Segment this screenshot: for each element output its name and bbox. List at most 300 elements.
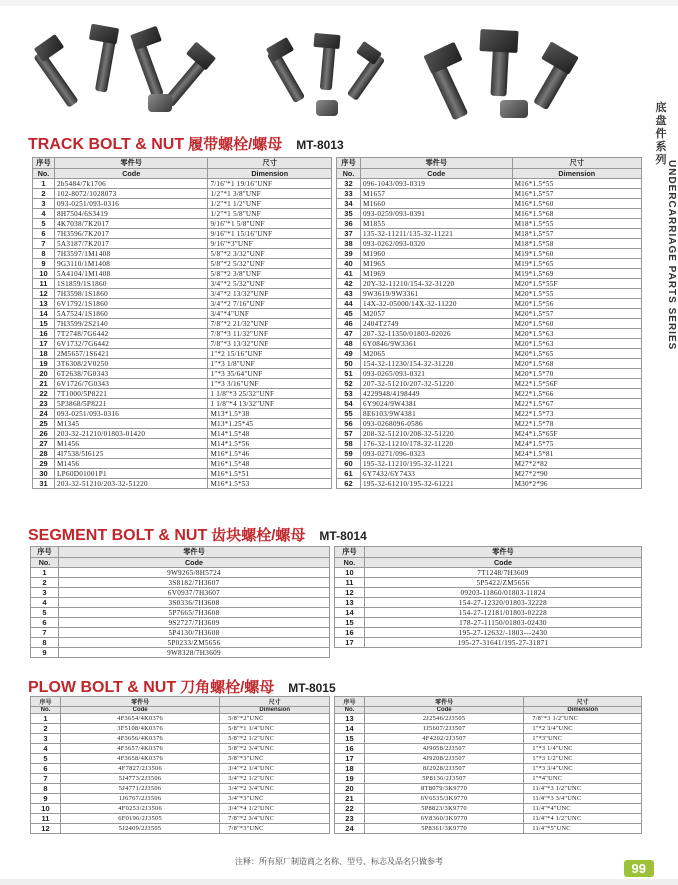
table-row [335,734,642,744]
part-code: 3T6308/2V0250 [54,359,207,369]
table-row [33,399,332,409]
row-number: 19 [335,774,365,784]
table-row [337,429,642,439]
part-code: 5P5422/ZM5656 [364,578,641,588]
part-header-en: Code [58,558,329,568]
dimension: 1"*3 1/4"UNC [524,744,642,754]
row-number: 39 [337,249,361,259]
part-code: 2404T2749 [360,319,512,329]
row-number: 13 [335,598,365,608]
part-code: 207-32-11350/01803-02026 [360,329,512,339]
row-number: 8 [31,784,61,794]
part-code: M1660 [360,199,512,209]
row-number: 34 [337,199,361,209]
dimension: 5/8"*1 1/4"UNC [220,724,330,734]
part-code: LP60D01001P1 [54,469,207,479]
part-code: M1960 [360,249,512,259]
part-code: 154-32-11230/154-32-31220 [360,359,512,369]
dimension: 7/8"*2 3/4"UNC [220,814,330,824]
table-row [337,269,642,279]
row-number: 6 [33,229,55,239]
dimension: M20*1.5*70 [512,369,641,379]
table-row [337,189,642,199]
seq-header-en: No. [31,558,59,568]
dimension: M20*1.5*57 [512,309,641,319]
part-code: 4F3658/4K0376 [60,754,219,764]
row-number: 4 [31,598,59,608]
part-header-cn: 零件号 [54,158,207,169]
part-code: 5P8823/3K9770 [364,804,523,814]
dimension: 1"*3"UNC [524,734,642,744]
row-number: 8 [33,249,55,259]
part-code: 1J6767/2J3506 [60,794,219,804]
row-number: 10 [335,568,365,578]
row-number: 22 [335,804,365,814]
table-row [337,299,642,309]
table-row [33,449,332,459]
part-code: 7T1248/7H3609 [364,568,641,578]
dimension: 3/4"*2 1/2"UNC [220,774,330,784]
row-number: 54 [337,399,361,409]
dimension: M18*1.5*57 [512,229,641,239]
dimension: 3/4"*2 3/4"UNC [220,784,330,794]
table-row [33,259,332,269]
part-code: 3S0336/7H3608 [58,598,329,608]
dimension: M16*1.5*68 [512,209,641,219]
row-number: 8 [31,638,59,648]
row-number: 2 [31,578,59,588]
row-number: 35 [337,209,361,219]
row-number: 13 [33,299,55,309]
row-number: 14 [335,608,365,618]
row-number: 44 [337,299,361,309]
row-number: 33 [337,189,361,199]
row-number: 10 [33,269,55,279]
row-number: 11 [335,578,365,588]
row-number: 3 [31,734,61,744]
row-number: 59 [337,449,361,459]
table-row [335,618,642,628]
dimension: M16*1.5*57 [512,189,641,199]
part-code: 6Y0846/9W3361 [360,339,512,349]
table-row [33,269,332,279]
dimension: 5/8"*2 5/32"UNF [208,259,332,269]
dimension: 7/8"*2 21/32"UNF [208,319,332,329]
dimension: M20*1.5*55F [512,279,641,289]
table-row [337,209,642,219]
part-code: 195-32-11210/195-32-11221 [360,459,512,469]
part-code: M2065 [360,349,512,359]
dimension: M19*1.5*69 [512,269,641,279]
table-row [31,724,330,734]
row-number: 38 [337,239,361,249]
table-row [33,309,332,319]
table-row [31,714,330,724]
part-code: 7H3598/1S1860 [54,289,207,299]
part-header-en: Code [364,707,523,714]
part-code: 5J4773/2J3506 [60,774,219,784]
table-row [337,199,642,209]
table-row [335,814,642,824]
part-header-cn: 零件号 [58,547,329,558]
row-number: 27 [33,439,55,449]
table-row [33,459,332,469]
row-number: 14 [33,309,55,319]
part-code: M1345 [54,419,207,429]
row-number: 9 [31,648,59,658]
table-row [33,359,332,369]
part-code: 6V1792/1S1860 [54,299,207,309]
part-code: 4F3656/4K0376 [60,734,219,744]
row-number: 15 [33,319,55,329]
part-code: 3S8182/7H3607 [58,578,329,588]
table-row [31,618,330,628]
row-number: 15 [335,618,365,628]
part-code: 4K7038/7K2017 [54,219,207,229]
part-code: M1657 [360,189,512,199]
table-row [335,628,642,638]
part-code: 4I7538/5I6125 [54,449,207,459]
part-code: 5A3187/7K2017 [54,239,207,249]
dim-header-en: Dimension [208,169,332,179]
dimension: M16*1.5*48 [208,459,332,469]
dimension: 11/4"*3 1/2"UNC [524,784,642,794]
table-row [33,479,332,489]
dimension: 7/16"*1 19/16"UNF [208,179,332,189]
table-row [335,608,642,618]
part-code: 2M5657/1S6421 [54,349,207,359]
row-number: 4 [33,209,55,219]
part-header-en: Code [60,707,219,714]
part-code: 093-0268096-0586 [360,419,512,429]
segment-section-title [28,524,367,545]
table-row [337,479,642,489]
table-row [337,439,642,449]
track-title-cn: 履带螺栓/螺母 [188,136,283,153]
page-number: 99 [624,860,654,877]
dimension: M16*1.5*46 [208,449,332,459]
part-code: 09203-11860/01803-11824 [364,588,641,598]
table-row [337,389,642,399]
table-row [337,249,642,259]
row-number: 5 [31,608,59,618]
table-row [33,209,332,219]
table-row [335,638,642,648]
dimension: 9/16"*1 5/8"UNF [208,219,332,229]
dimension: M16*1.5*51 [208,469,332,479]
part-code: M1965 [360,259,512,269]
row-number: 21 [33,379,55,389]
dimension: M24*1.5*65F [512,429,641,439]
row-number: 29 [33,459,55,469]
dimension: M13*1.25*45 [208,419,332,429]
part-code: 154-27-12320/01803-32228 [364,598,641,608]
dimension: 7/8"*3"UNC [220,824,330,834]
row-number: 20 [335,784,365,794]
row-number: 7 [33,239,55,249]
table-row [33,469,332,479]
plow-title-en: PLOW BOLT & NUT [28,679,177,696]
row-number: 48 [337,339,361,349]
dimension: M13*1.5*38 [208,409,332,419]
row-number: 12 [31,824,61,834]
row-number: 2 [31,724,61,734]
dimension: M20*1.5*68 [512,359,641,369]
row-number: 47 [337,329,361,339]
row-number: 5 [31,754,61,764]
segment-table-left [30,546,330,658]
table-row [337,449,642,459]
dimension: M18*1.5*58 [512,239,641,249]
part-code: 6V6535/3K9770 [364,794,523,804]
dimension: 5/8"*2 3/8"UNF [208,269,332,279]
table-row [31,784,330,794]
row-number: 12 [33,289,55,299]
table-row [33,429,332,439]
table-row [31,794,330,804]
part-code: 203-32-21210/01803-01420 [54,429,207,439]
row-number: 55 [337,409,361,419]
part-code: 5J4771/2J3506 [60,784,219,794]
part-header-en: Code [54,169,207,179]
table-row [33,439,332,449]
dimension: 1 1/8"*4 13/32"UNF [208,399,332,409]
plow-title-cn: 刀角螺栓/螺母 [180,679,275,696]
part-header-en: Code [364,558,641,568]
row-number: 3 [31,588,59,598]
table-row [335,794,642,804]
table-row [31,814,330,824]
dimension: 3/4"*2 5/32"UNF [208,279,332,289]
dim-header-cn: 尺寸 [220,697,330,707]
part-code: M1855 [360,219,512,229]
part-code: 4F0253/2J3506 [60,804,219,814]
table-row [337,349,642,359]
dimension: 3/4"*4"UNF [208,309,332,319]
part-code: 4J9208/2J3507 [364,754,523,764]
seq-header-en: No. [335,707,365,714]
seq-header-en: No. [335,558,365,568]
part-code: 8J2928/2J3507 [364,764,523,774]
row-number: 16 [33,329,55,339]
row-number: 41 [337,269,361,279]
table-row [31,638,330,648]
part-code: 3F5108/4K0376 [60,724,219,734]
dimension: 3/4"*2 7/16"UNF [208,299,332,309]
dimension: M27*2*82 [512,459,641,469]
table-row [337,369,642,379]
row-number: 61 [337,469,361,479]
dimension: 5/8"*2 3/32"UNF [208,249,332,259]
row-number: 18 [33,349,55,359]
part-code: 4F4202/2J3507 [364,734,523,744]
row-number: 42 [337,279,361,289]
row-number: 16 [335,628,365,638]
table-row [31,588,330,598]
row-number: 14 [335,724,365,734]
table-row [33,249,332,259]
part-code: 5P0233/ZM5656 [58,638,329,648]
dimension: 1/2"*1 1/2"UNF [208,199,332,209]
seq-header-en: No. [337,169,361,179]
table-row [337,379,642,389]
row-number: 25 [33,419,55,429]
part-code: 6F0196/2J3505 [60,814,219,824]
dimension: 1"*3 3/16"UNF [208,379,332,389]
row-number: 62 [337,479,361,489]
dimension: M20*1.5*63 [512,329,641,339]
bottom-bar [0,879,678,885]
table-row [337,399,642,409]
row-number: 1 [31,714,61,724]
table-row [33,329,332,339]
part-code: M1969 [360,269,512,279]
part-code: 6V0937/7H3607 [58,588,329,598]
table-row [335,784,642,794]
table-row [337,459,642,469]
part-code: 8T8079/3K9770 [364,784,523,794]
footnote: 注释：所有原厂制造商之名称、型号、标志及品名只做参考 [235,857,443,866]
product-photo [30,18,600,126]
part-code: 102-8072/1028073 [54,189,207,199]
part-code: 195-32-61210/195-32-61221 [360,479,512,489]
part-code: 208-32-51210/208-32-51220 [360,429,512,439]
dimension: M22*1.5*56F [512,379,641,389]
part-code: 093-0271/096-0323 [360,449,512,459]
row-number: 9 [31,794,61,804]
seq-header-en: No. [31,707,61,714]
row-number: 20 [33,369,55,379]
row-number: 49 [337,349,361,359]
part-code: 093-0265/093-0321 [360,369,512,379]
dimension: 11/4"*5"UNC [524,824,642,834]
dimension: 1/2"*1 5/8"UNF [208,209,332,219]
row-number: 36 [337,219,361,229]
part-code: M2057 [360,309,512,319]
row-number: 51 [337,369,361,379]
dimension: M24*1.5*75 [512,439,641,449]
part-code: 093-0259/093-0391 [360,209,512,219]
part-code: 4F3657/4K0376 [60,744,219,754]
part-code: 2b5484/7k1706 [54,179,207,189]
table-row [33,219,332,229]
dimension: 3/4"*4 1/2"UNC [220,804,330,814]
row-number: 30 [33,469,55,479]
row-number: 6 [31,764,61,774]
row-number: 2 [33,189,55,199]
dimension: 11/4"*3 3/4"UNC [524,794,642,804]
dimension: 1/2"*1 3/8"UNF [208,189,332,199]
table-row [33,199,332,209]
part-code: 096-1043/093-0319 [360,179,512,189]
seq-header-en: No. [33,169,55,179]
part-code: 7T1000/5P8221 [54,389,207,399]
dimension: 3/4"*3"UNC [220,794,330,804]
dim-header-cn: 尺寸 [524,697,642,707]
table-row [33,339,332,349]
table-row [337,229,642,239]
row-number: 57 [337,429,361,439]
table-row [337,469,642,479]
dim-header-en: Dimension [220,707,330,714]
table-row [33,379,332,389]
table-row [335,754,642,764]
table-row [33,179,332,189]
part-code: 9G3110/1M1408 [54,259,207,269]
table-row [31,734,330,744]
row-number: 56 [337,419,361,429]
row-number: 28 [33,449,55,459]
part-code: 8H7504/6S3419 [54,209,207,219]
row-number: 12 [335,588,365,598]
row-number: 16 [335,744,365,754]
segment-table-right [334,546,642,648]
part-code: 1S1859/1S1860 [54,279,207,289]
table-row [335,824,642,834]
row-number: 23 [33,399,55,409]
track-section-title [28,133,344,154]
part-code: 5P8136/2J3507 [364,774,523,784]
part-code: 4F7827/2J3506 [60,764,219,774]
dimension: 3/4"*2 13/32"UNF [208,289,332,299]
dimension: 1"*3 3/4"UNC [524,764,642,774]
table-row [31,598,330,608]
table-row [33,389,332,399]
part-code: 5P8361/3K9770 [364,824,523,834]
dimension: 1"*3 1/2"UNC [524,754,642,764]
plow-code: MT-8015 [288,681,336,695]
row-number: 37 [337,229,361,239]
table-row [31,764,330,774]
row-number: 4 [31,744,61,754]
dim-header-cn: 尺寸 [208,158,332,169]
table-row [33,279,332,289]
dimension: 1 1/8"*3 25/32"UNF [208,389,332,399]
dimension: 7/8"*3 1/2"UNC [524,714,642,724]
table-row [31,608,330,618]
row-number: 19 [33,359,55,369]
dimension: M19*1.5*65 [512,259,641,269]
dimension: M18*1.5*55 [512,219,641,229]
row-number: 17 [335,754,365,764]
table-row [33,349,332,359]
part-code: 4F3654/4K0376 [60,714,219,724]
part-code: 093-0251/093-0316 [54,409,207,419]
part-code: 9W8328/7H3609 [58,648,329,658]
table-row [337,359,642,369]
part-code: 9W3619/9W3361 [360,289,512,299]
seq-header-cn: 序号 [335,697,365,707]
dimension: M24*1.5*81 [512,449,641,459]
track-table-left [32,157,332,489]
part-code: 178-27-11150/01803-02430 [364,618,641,628]
table-row [335,744,642,754]
table-row [33,229,332,239]
row-number: 18 [335,764,365,774]
table-row [337,309,642,319]
table-row [33,189,332,199]
dimension: 1"*4"UNC [524,774,642,784]
dim-header-en: Dimension [512,169,641,179]
part-code: 5P7665/7H3608 [58,608,329,618]
table-row [335,714,642,724]
row-number: 6 [31,618,59,628]
dimension: 7/8"*3 13/32"UNF [208,339,332,349]
dimension: 5/8"*2 1/2"UNC [220,734,330,744]
table-row [335,724,642,734]
part-code: 6Y7432/6Y7433 [360,469,512,479]
row-number: 3 [33,199,55,209]
